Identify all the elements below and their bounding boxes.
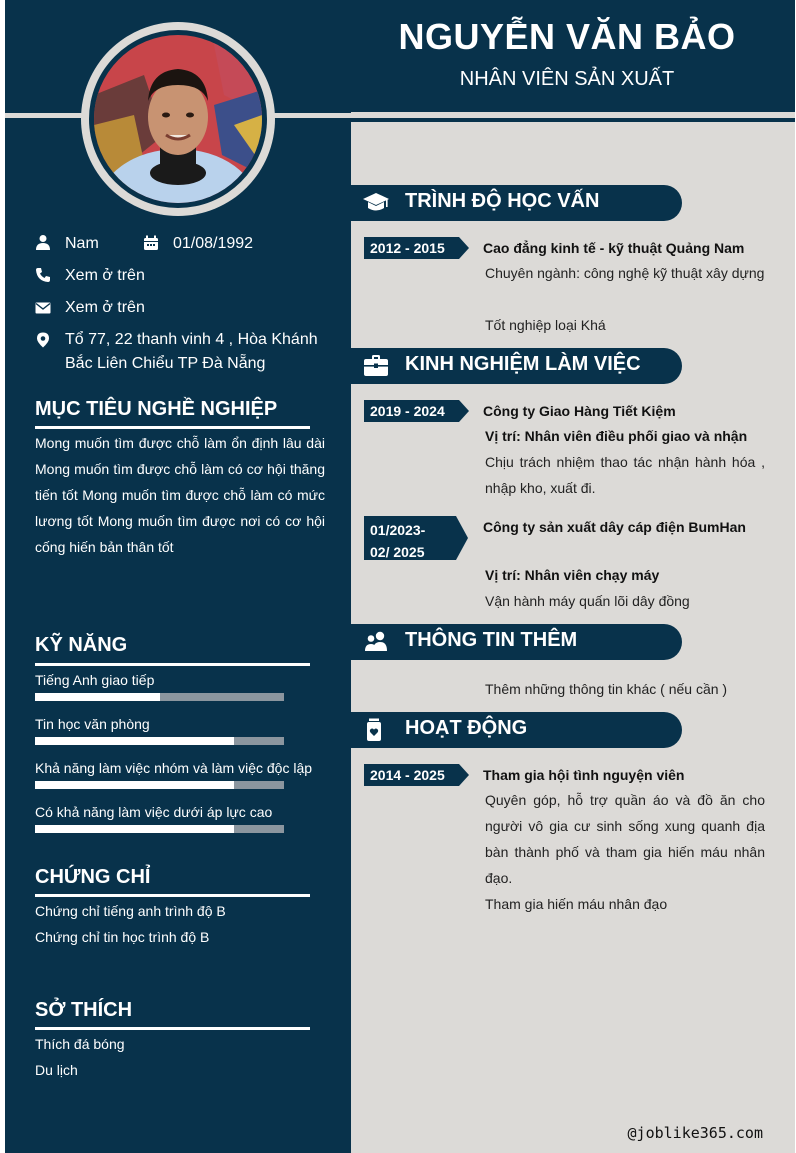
mail-icon [35, 300, 51, 316]
skills-rule [35, 663, 310, 666]
certificates-title: CHỨNG CHỈ [35, 866, 151, 888]
skill-bar-fill [35, 825, 234, 833]
skill-label: Tiếng Anh giao tiếp [35, 672, 155, 688]
skill-label: Khả năng làm việc nhóm và làm việc độc lập [35, 760, 313, 776]
job-date: 2019 - 2024 [364, 400, 459, 422]
skill-bar [35, 693, 284, 701]
graduation-cap-icon [363, 191, 389, 215]
activities-title: HOẠT ĐỘNG [405, 717, 528, 739]
hobby-item: Thích đá bóng [35, 1036, 125, 1052]
experience-section-header [351, 348, 682, 384]
certificates-rule [35, 894, 310, 897]
objective-title: MỤC TIÊU NGHỀ NGHIỆP [35, 398, 278, 420]
people-icon [363, 630, 389, 654]
activity-name: Tham gia hội tình nguyện viên [483, 767, 685, 783]
additional-text: Thêm những thông tin khác ( nếu cần ) [485, 681, 728, 697]
skill-bar [35, 825, 284, 833]
cv-page [5, 0, 795, 1153]
education-school: Cao đẳng kinh tế - kỹ thuật Quảng Nam [483, 240, 745, 256]
birthday-value: 01/08/1992 [173, 235, 254, 252]
phone-icon [35, 267, 51, 283]
job-description: Vận hành máy quấn lõi dây đồng [485, 593, 690, 609]
job-company: Công ty sản xuất dây cáp điện BumHan [483, 519, 746, 535]
education-major: Chuyên ngành: công nghệ kỹ thuật xây dựng [485, 265, 765, 281]
phone-value: Xem ở trên [65, 267, 145, 284]
address-line-2: Bắc Liên Chiểu TP Đà Nẵng [65, 355, 266, 372]
avatar [94, 35, 262, 203]
calendar-icon [143, 235, 159, 251]
skills-title: KỸ NĂNG [35, 634, 128, 656]
badge-icon [363, 718, 389, 742]
skill-bar-fill [35, 781, 234, 789]
job-date-range [364, 516, 456, 560]
job-position: Vị trí: Nhân viên điều phối giao và nhận [485, 428, 748, 444]
job-title: NHÂN VIÊN SẢN XUẤT [459, 68, 675, 90]
job-company: Công ty Giao Hàng Tiết Kiệm [483, 403, 676, 419]
certificate-item: Chứng chỉ tin học trình độ B [35, 929, 210, 945]
education-result: Tốt nghiệp loại Khá [485, 317, 606, 333]
job-date-end: 02/ 2025 [370, 544, 425, 560]
activity-description: Quyên góp, hỗ trợ quần áo và đồ ăn cho người vô gia cư sinh sống xung quanh địa bàn thành phố và tham gia hiến máu nhân đạo. [485, 792, 765, 886]
hobbies-rule [35, 1027, 310, 1030]
candidate-name: NGUYỄN VĂN BẢO [398, 16, 736, 57]
certificate-item: Chứng chỉ tiếng anh trình độ B [35, 903, 226, 919]
user-icon [35, 234, 51, 250]
education-title: TRÌNH ĐỘ HỌC VẤN [405, 190, 600, 212]
activities-section-header [351, 712, 682, 748]
additional-title: THÔNG TIN THÊM [405, 629, 578, 651]
watermark: @joblike365.com [627, 1124, 763, 1142]
location-pin-icon [35, 332, 51, 348]
objective-rule [35, 426, 310, 429]
activity-extra: Tham gia hiến máu nhân đạo [485, 896, 668, 912]
gender-value: Nam [65, 235, 99, 252]
address-line-1: Tổ 77, 22 thanh vinh 4 , Hòa Khánh [65, 331, 318, 348]
skill-bar-fill [35, 693, 160, 701]
job-description: Chịu trách nhiệm thao tác nhận hành hóa , nhập kho, xuất đi. [485, 454, 765, 496]
skill-label: Có khả năng làm việc dưới áp lực cao [35, 804, 273, 820]
skill-bar [35, 737, 284, 745]
job-position: Vị trí: Nhân viên chạy máy [485, 567, 660, 583]
experience-title: KINH NGHIỆM LÀM VIỆC [405, 353, 641, 375]
education-section-header [351, 185, 682, 221]
education-date: 2012 - 2015 [364, 237, 459, 259]
activity-date: 2014 - 2025 [364, 764, 459, 786]
avatar-portrait-illustration [94, 35, 262, 203]
email-value: Xem ở trên [65, 299, 145, 316]
header-divider-gap [351, 122, 795, 128]
job-date-start: 01/2023- [370, 522, 426, 538]
objective-text: Mong muốn tìm được chỗ làm ổn định lâu dài Mong muốn tìm được chỗ làm có cơ hội thăng tiến tốt Mong muốn tìm được chỗ làm có mức lương tốt Mong muốn tìm được nơi có cơ hội cống hiến bản thân tốt [35, 435, 325, 555]
skill-bar-fill [35, 737, 234, 745]
skill-label: Tin học văn phòng [35, 716, 150, 732]
briefcase-icon [363, 354, 389, 378]
hobbies-title: SỞ THÍCH [35, 999, 133, 1021]
hobby-item: Du lịch [35, 1062, 78, 1078]
skill-bar [35, 781, 284, 789]
additional-section-header [351, 624, 682, 660]
